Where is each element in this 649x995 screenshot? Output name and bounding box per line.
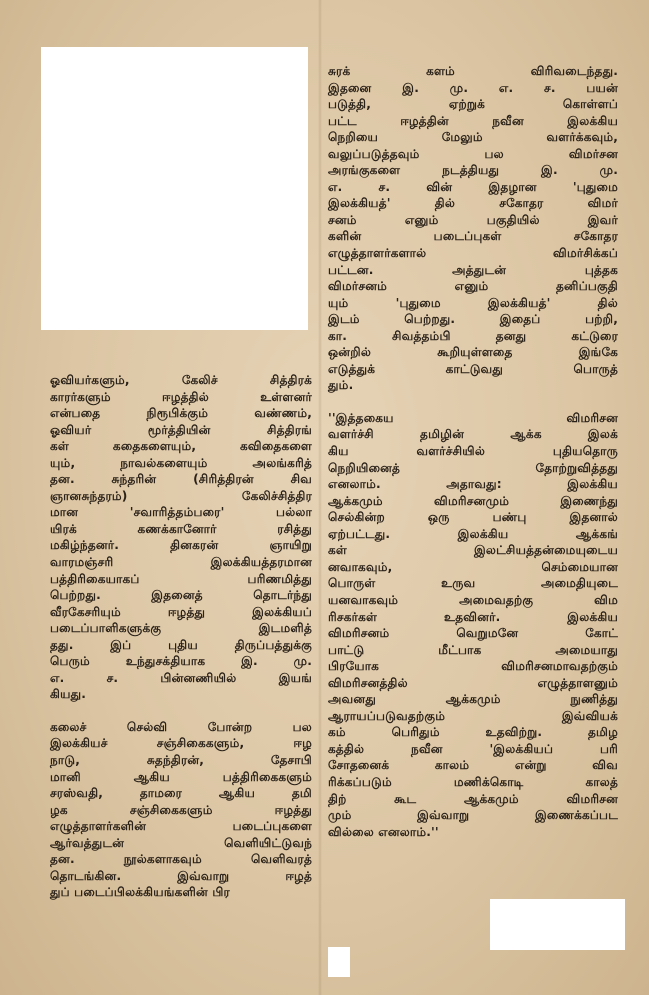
text-line: படுத்தி, ஏற்றுக் கொள்ளப் <box>328 97 618 112</box>
left-paragraph-2 <box>50 719 312 901</box>
text-line: னவாகவும், செம்மையான <box>328 559 618 574</box>
text-line: இலக்கியச் சஞ்சிகைகளும், ஈழ <box>50 736 312 751</box>
text-line: சுரக் களம் விரிவடைந்தது. <box>328 64 618 78</box>
text-line: எ. ச. வின் இதழான 'புதுமை <box>328 179 618 194</box>
text-line: அவனது ஆக்கமும் நுணித்து <box>328 692 618 707</box>
text-line: வளர்ச்சி தமிழின் ஆக்க இலக் <box>328 427 618 442</box>
right-paragraph-1 <box>328 63 618 394</box>
text-line: பொருள் உருவ அமைதியுடை <box>328 576 618 591</box>
text-line: பட்டன. அத்துடன் புத்தக <box>328 262 618 277</box>
text-line: நெறியை மேலும் வளர்க்கவும், <box>328 130 618 145</box>
text-line: என்பதை நிரூபிக்கும் வண்ணம், <box>50 406 312 421</box>
text-line: ஞானசுந்தரம்) கேலிச்சித்திர <box>50 488 312 503</box>
text-line: கள் கதைகளையும், கவிதைகளை <box>50 439 312 454</box>
text-line: ஆராயப்படுவதற்கும் இவ்வியக் <box>328 708 618 723</box>
text-line: மகிழ்ந்தனர். தினகரன் ஞாயிறு <box>50 538 312 553</box>
text-line: வாரமஞ்சரி இலக்கியத்தரமான <box>50 555 312 570</box>
text-line: வில்லை எனலாம்.'' <box>328 824 439 839</box>
text-line: ஓவியர் மூர்த்தியின் சித்திரங் <box>50 422 312 437</box>
page-fold-shadow <box>318 0 322 995</box>
page-number-placeholder <box>328 947 350 977</box>
text-line: ஒன்றில் கூறியுள்ளதை இங்கே <box>328 345 618 360</box>
text-line: தன. நூல்களாகவும் வெளிவரத் <box>50 852 312 867</box>
text-line: எழுத்தாளர்களால் விமர்சிக்கப் <box>328 246 618 261</box>
text-line: சனம் எனும் பகுதியில் இவர் <box>328 212 618 227</box>
text-line: நெறியினைத் தோற்றுவித்தது <box>328 460 618 475</box>
text-line: காரர்களும் ஈழத்தில் உள்ளனர் <box>50 389 312 404</box>
text-line: மானி ஆகிய பத்திரிகைகளும் <box>50 769 312 784</box>
text-line: விமர்சனம் எனும் தனிப்பகுதி <box>328 279 618 294</box>
blank-image-placeholder <box>41 47 308 330</box>
text-line: விமரிசனத்தில் எழுத்தாளனும் <box>328 675 618 690</box>
right-text-column <box>328 63 618 840</box>
text-line: ரிக்கப்படும் மணிக்கொடி காலத் <box>328 774 618 789</box>
text-line: சரஸ்வதி, தாமரை ஆகிய தமி <box>50 786 312 801</box>
text-line: சோதனைக் காலம் என்று விவ <box>328 758 618 773</box>
text-line: எழுத்தாளர்களின் படைப்புகளை <box>50 819 312 834</box>
text-line: யனவாகவும் அமைவதற்கு விம <box>328 592 618 607</box>
text-line: பத்திரிகையாகப் பரிணமித்து <box>50 571 312 586</box>
right-paragraph-2 <box>328 410 618 840</box>
left-paragraph-1 <box>50 372 312 703</box>
text-line: இதனை இ. மு. எ. ச. பயன் <box>328 80 618 95</box>
text-line: வலுப்படுத்தவும் பல விமர்சன <box>328 146 618 161</box>
text-line: நாடு, சுதந்திரன், தேசாபி <box>50 753 312 768</box>
text-line: துப் படைப்பிலக்கியங்களின் பிர <box>50 885 230 900</box>
text-line: யிரக் கணக்கானோர் ரசித்து <box>50 521 312 536</box>
text-line: பாட்டு மீட்பாக அமையாது <box>328 642 618 657</box>
text-line: ''இத்தகைய விமரிசன <box>328 410 618 425</box>
text-line: எடுத்துக் காட்டுவது பொருத் <box>328 361 618 376</box>
text-line: இலக்கியத்' தில் சகோதர விமர் <box>328 196 618 211</box>
blank-label-placeholder <box>490 899 625 950</box>
text-line: தும். <box>328 378 354 393</box>
text-line: களின் படைப்புகள் சகோதர <box>328 229 618 244</box>
text-line: திற் கூட ஆக்கமும் விமரிசன <box>328 791 618 806</box>
text-line: எ. ச. பின்னணியில் இயங் <box>50 670 312 685</box>
text-line: தன. சுந்தரின் (சிரித்திரன் சிவ <box>50 472 312 487</box>
text-line: படைப்பாளிகளுக்கு இடமளித் <box>50 621 312 636</box>
text-line: ஏற்பட்டது. இலக்கிய ஆக்கங் <box>328 526 618 541</box>
text-line: தது. இப் புதிய திருப்பத்துக்கு <box>50 637 312 652</box>
text-line: பட்ட ஈழத்தின் நவீன இலக்கிய <box>328 113 618 128</box>
text-line: கிய வளர்ச்சியில் புதியதொரு <box>328 444 618 459</box>
text-line: வீரகேசரியும் ஈழத்து இலக்கியப் <box>50 604 312 619</box>
text-line: கலைச் செல்வி போன்ற பல <box>50 719 312 734</box>
text-line: பெரும் உந்துசக்தியாக இ. மு. <box>50 654 312 669</box>
text-line: தொடங்கின. இவ்வாறு ஈழத் <box>50 868 312 883</box>
text-line: மான 'சவாரித்தம்பரை' பல்லா <box>50 505 312 520</box>
text-line: எனலாம். அதாவது: இலக்கிய <box>328 477 618 492</box>
left-text-column <box>50 372 312 901</box>
text-line: ழக சஞ்சிகைகளும் ஈழத்து <box>50 802 312 817</box>
text-line: கம் பெரிதும் உதவிற்று. தமிழ <box>328 725 618 740</box>
text-line: அரங்குகளை நடத்தியது இ. மு. <box>328 163 618 178</box>
text-line: ரிசகர்கள் உதவினர். இலக்கிய <box>328 609 618 624</box>
text-line: மும் இவ்வாறு இணைக்கப்பட <box>328 808 618 823</box>
text-line: கத்தில் நவீன 'இலக்கியப் பரி <box>328 741 618 756</box>
text-line: யும் 'புதுமை இலக்கியத்' தில் <box>328 295 618 310</box>
text-line: ஆக்கமும் விமரிசனமும் இணைந்து <box>328 493 618 508</box>
text-line: செல்கின்ற ஒரு பண்பு இதனால் <box>328 510 618 525</box>
text-line: கா. சிவத்தம்பி தனது கட்டுரை <box>328 328 618 343</box>
text-line: பிரயோக விமரிசனமாவதற்கும் <box>328 659 618 674</box>
text-line: ஆர்வத்துடன் வெளியிட்டுவந் <box>50 835 312 850</box>
text-line: பெற்றது. இதனைத் தொடர்ந்து <box>50 588 312 603</box>
text-line: இடம் பெற்றது. இதைப் பற்றி, <box>328 312 618 327</box>
text-line: யும், நாவல்களையும் அலங்கரித் <box>50 455 312 470</box>
text-line: விமரிசனம் வெறுமனே கோட் <box>328 626 618 641</box>
text-line: கியது. <box>50 687 87 702</box>
text-line: ஓவியர்களும், கேலிச் சித்திரக் <box>50 373 312 387</box>
text-line: கள் இலட்சியத்தன்மையுடைய <box>328 543 618 558</box>
